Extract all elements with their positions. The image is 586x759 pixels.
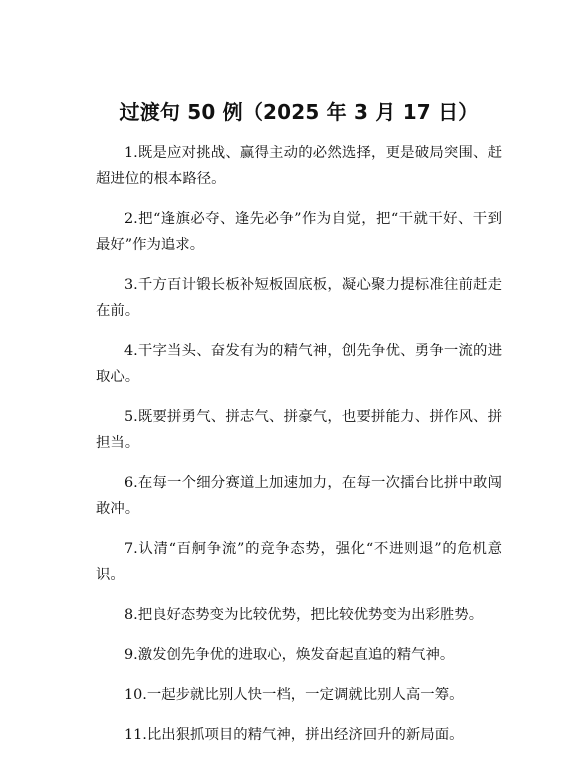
list-item: 1.既是应对挑战、赢得主动的必然选择，更是破局突围、赶超进位的根本路径。 [96, 145, 502, 187]
list-item: 9.激发创先争优的进取心，焕发奋起直追的精气神。 [124, 647, 455, 663]
list-item: 2.把“逢旗必夺、逢先必争”作为自觉，把“干就干好、干到最好”作为追求。 [96, 211, 502, 253]
sentence-list [96, 140, 502, 748]
list-item: 4.干字当头、奋发有为的精气神，创先争优、勇争一流的进取心。 [96, 343, 502, 385]
list-item: 6.在每一个细分赛道上加速加力，在每一次擂台比拼中敢闯敢冲。 [96, 475, 502, 517]
list-item: 5.既要拼勇气、拼志气、拼豪气，也要拼能力、拼作风、拼担当。 [96, 409, 502, 451]
list-item: 11.比出狠抓项目的精气神，拼出经济回升的新局面。 [124, 727, 464, 743]
list-item: 8.把良好态势变为比较优势，把比较优势变为出彩胜势。 [124, 607, 484, 623]
list-item: 7.认清“百舸争流”的竞争态势，强化“不进则退”的危机意识。 [96, 541, 502, 583]
page-title: 过渡句 50 例（2025 年 3 月 17 日） [119, 100, 479, 124]
list-item: 10.一起步就比别人快一档，一定调就比别人高一筹。 [124, 687, 464, 703]
list-item: 3.千方百计锻长板补短板固底板，凝心聚力提标准往前赶走在前。 [96, 277, 502, 319]
